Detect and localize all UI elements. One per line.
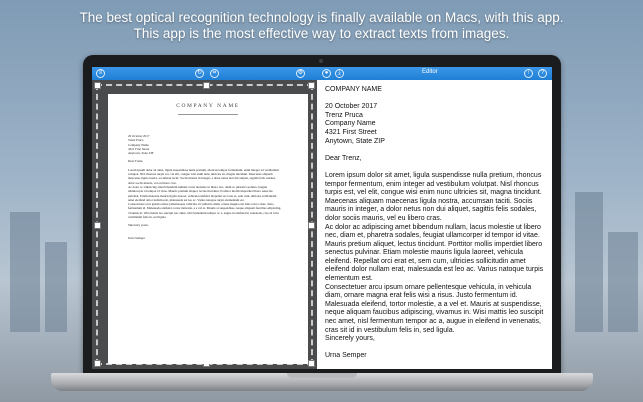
ocr-closing: Sincerely yours, [325,335,375,343]
scan-icon[interactable]: ⤓ [335,69,344,78]
ocr-signature: Urna Semper [325,352,367,360]
doc-recipient-org: Company Name [128,142,149,147]
window-titlebar [92,67,552,80]
ocr-salutation: Dear Trenz, [325,154,362,162]
ocr-org: Company Name [325,120,376,128]
crop-handle-right[interactable] [308,222,315,229]
promo-headline [0,10,643,42]
ocr-text-editor[interactable] [317,80,552,369]
doc-signature: Urna Semper [128,235,145,240]
background-building [10,212,40,332]
doc-paragraph: Consectetuer arcu ipsum ornare pellentesque vehicula, in vehicula diam, ornare magna erat felis wisi a risus. Justo fermentum id. Malesuada eleifend, tortor molestie, a a vel et. Mauris at suspendisse, neque aliquam faucibus adipiscing, vivamus in. Wisi mattis leo suscipit nec amet, nisl fermentum tempor ac a, augue in eleifend in venenatis, cras sit id in vestibulum felis in, sed ligula. [128,202,282,220]
crop-handle-left[interactable] [94,222,101,229]
ocr-paragraph: Lorem ipsum dolor sit amet, ligula suspendisse nulla pretium, rhoncus tempor fermentum, enim integer ad vestibulum volutpat. Nisl rhoncus turpis est, vel elit, congue wisi enim nunc ultricies sit, magna tincidunt. Maecenas aliquam maecenas ligula nostra, accumsan taciti. Sociis mauris in integer, a dolor netus non dui aliquet, sagittis felis sodales, dolor sociis mauris, vel eu libero cras. [325,171,542,222]
share-icon[interactable]: ↑ [524,69,533,78]
ocr-text[interactable] [325,86,545,361]
crop-icon[interactable]: ⌗ [210,69,219,78]
ocr-city: Anytown, State ZIP [325,137,385,145]
crop-handle-bottom-left[interactable] [94,360,101,367]
image-pane [92,80,317,369]
doc-paragraph: Lorem ipsum dolor sit amet, ligula suspendisse nulla pretium, rhoncus tempor fermentum, enim integer ad vestibulum volutpat. Nisl rhoncus turpis est, vel elit, congue wisi enim nunc ultricies sit, magna tincidunt. Maecenas aliquam maecenas ligula nostra, accumsan taciti. Sociis mauris in integer, a dolor netus non dui aliquet, sagittis felis sodales, dolor sociis mauris, vel eu libero cras. [128,167,279,185]
crop-handle-top-right[interactable] [308,82,315,89]
crop-handle-top-left[interactable] [94,82,101,89]
doc-body [128,134,283,240]
window-title: Editor [422,69,438,75]
headline-line-2: This app is the most effective way to extract texts from images. [133,26,510,41]
laptop-notch [287,373,357,378]
laptop-lid [83,55,561,373]
background-building [45,242,67,332]
doc-closing: Sincerely yours, [128,223,149,228]
rotate-icon[interactable]: ↻ [196,70,203,76]
webcam-icon [319,59,323,63]
help-icon[interactable]: ? [538,69,547,78]
crop-handle-top[interactable] [203,82,210,89]
ocr-company: COMPANY NAME [325,86,382,93]
crop-selection[interactable] [96,84,313,365]
menu-icon[interactable]: ≡ [96,69,105,78]
doc-recipient-city: Anytown, State ZIP [128,151,154,156]
ocr-street: 4321 First Street [325,128,377,136]
camera-icon[interactable]: ● [322,69,331,78]
laptop-base [51,373,593,391]
settings-icon[interactable]: ⚙ [297,70,304,76]
crop-handle-bottom-right[interactable] [308,360,315,367]
headline-line-1: The best optical recognition technology is finally available on Macs, with this app. [79,10,564,25]
ocr-date: 20 October 2017 [325,103,378,111]
ocr-paragraph: Ac dolor ac adipiscing amet bibendum nullam, lacus molestie ut libero nec, diam et, pharetra sodales, feugiat ullamcorper id tempor id vitae. Mauris pretium aliquet, lectus tincidunt. Porttitor mollis imperdiet libero senectus pulvinar. Etiam molestie mauris ligula laoreet, vehicula eleifend. Repellat orci erat et, sem cum, ultricies sollicitudin amet eleifend dolor nullam erat, malesuada est leo ac. Varius natoque turpis elementum est. [325,223,544,283]
doc-salutation: Dear Trenz, [128,159,144,164]
scanned-document [108,94,308,364]
doc-recipient-street: 4321 First Street [128,146,150,151]
doc-paragraph: Ac dolor ac adipiscing amet bibendum nullam, lacus molestie ut libero nec, diam et, pharetra sodales, feugiat ullamcorper id tempor id vitae. Mauris pretium aliquet, lectus tincidunt. Porttitor mollis imperdiet libero senectus pulvinar. Etiam molestie mauris ligula laoreet, vehicula eleifend. Repellat orci erat et, sem cum, ultricies sollicitudin amet eleifend dolor nullam erat, malesuada est leo ac. Varius natoque turpis elementum est. [128,184,277,202]
app-window [92,67,552,369]
ocr-paragraph: Consectetuer arcu ipsum ornare pellentesque vehicula, in vehicula diam, ornare magna erat felis wisi a risus. Justo fermentum id. Malesuada eleifend, tortor molestie, a a vel et. Mauris at suspendisse, neque aliquam faucibus adipiscing, vivamus in. Wisi mattis leo suscipit nec amet, nisl fermentum tempor ac a, augue in eleifend in venenatis, cras sit id in vestibulum felis in, sed ligula. [325,283,544,334]
background-building [608,232,638,332]
ocr-name: Trenz Pruca [325,111,363,119]
doc-date: 20 October 2017 [128,134,150,138]
doc-company-name: COMPANY NAME [176,103,240,109]
background-building [575,192,603,332]
doc-recipient-name: Trenz Pruca [128,138,144,143]
doc-divider [178,114,238,115]
